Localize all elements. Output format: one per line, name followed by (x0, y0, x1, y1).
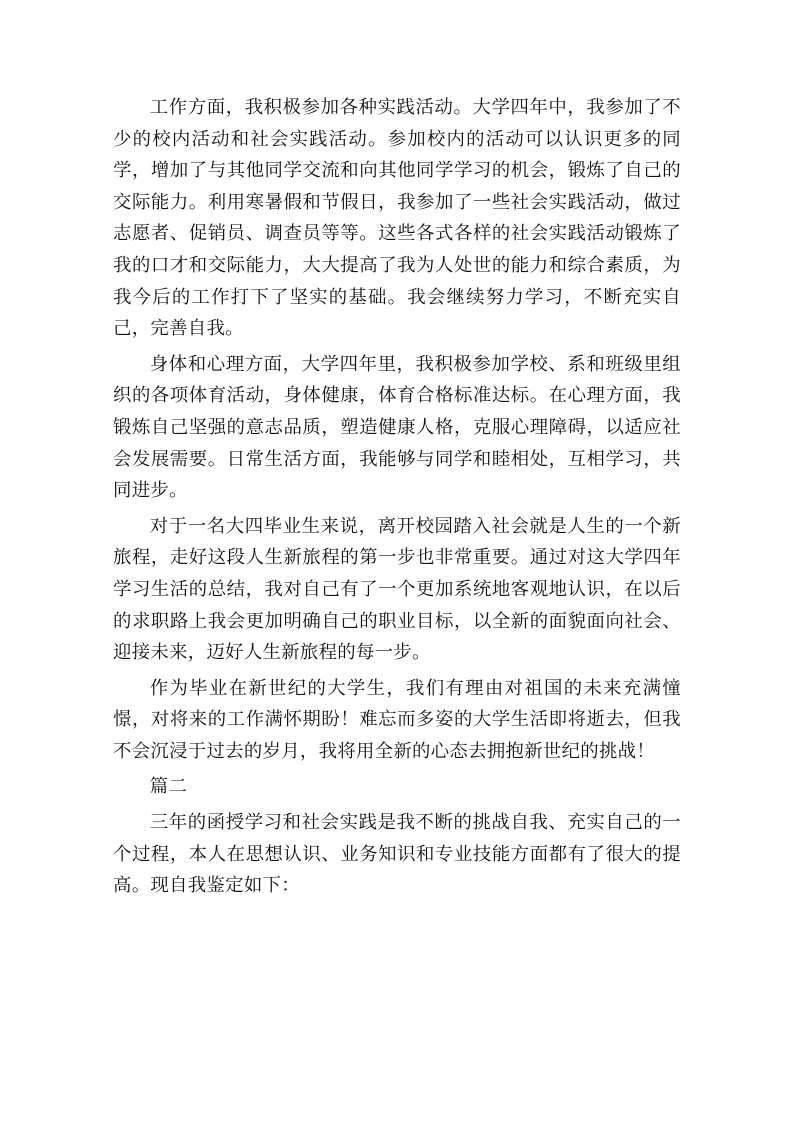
paragraph-career: 对于一名大四毕业生来说，离开校园踏入社会就是人生的一个新旅程，走好这段人生新旅程的第一步也非常重要。通过对这大学四年学习生活的总结，我对自己有了一个更加系统地客观地认识，在以后的求职路上我会更加明确自己的职业目标，以全新的面貌面向社会、迎接未来，迈好人生新旅程的每一步。 (113, 515, 681, 664)
paragraph-work: 工作方面，我积极参加各种实践活动。大学四年中，我参加了不少的校内活动和社会实践活动。参加校内的活动可以认识更多的同学，增加了与其他同学交流和向其他同学学习的机会，锻炼了自己的交际能力。利用寒暑假和节假日，我参加了一些社会实践活动，做过志愿者、促销员、调查员等等。这些各式各样的社会实践活动锻炼了我的口才和交际能力，大大提高了我为人处世的能力和综合素质，为我今后的工作打下了坚实的基础。我会继续努力学习，不断充实自己，完善自我。 (113, 97, 681, 340)
paragraph-correspondence-study: 三年的函授学习和社会实践是我不断的挑战自我、充实自己的一个过程，本人在思想认识、业务知识和专业技能方面都有了很大的提高。现自我鉴定如下： (113, 812, 681, 897)
paragraph-future: 作为毕业在新世纪的大学生，我们有理由对祖国的未来充满憧憬，对将来的工作满怀期盼！难忘而多姿的大学生活即将逝去，但我不会沉浸于过去的岁月，我将用全新的心态去拥抱新世纪的挑战！ (113, 677, 681, 762)
document-body (113, 92, 681, 906)
section-heading-part-two: 篇二 (149, 776, 188, 798)
paragraph-health: 身体和心理方面，大学四年里，我积极参加学校、系和班级里组织的各项体育活动，身体健康，体育合格标准达标。在心理方面，我锻炼自己坚强的意志品质，塑造健康人格，克服心理障碍，以适应社会发展需要。日常生活方面，我能够与同学和睦相处，互相学习，共同进步。 (113, 353, 681, 502)
